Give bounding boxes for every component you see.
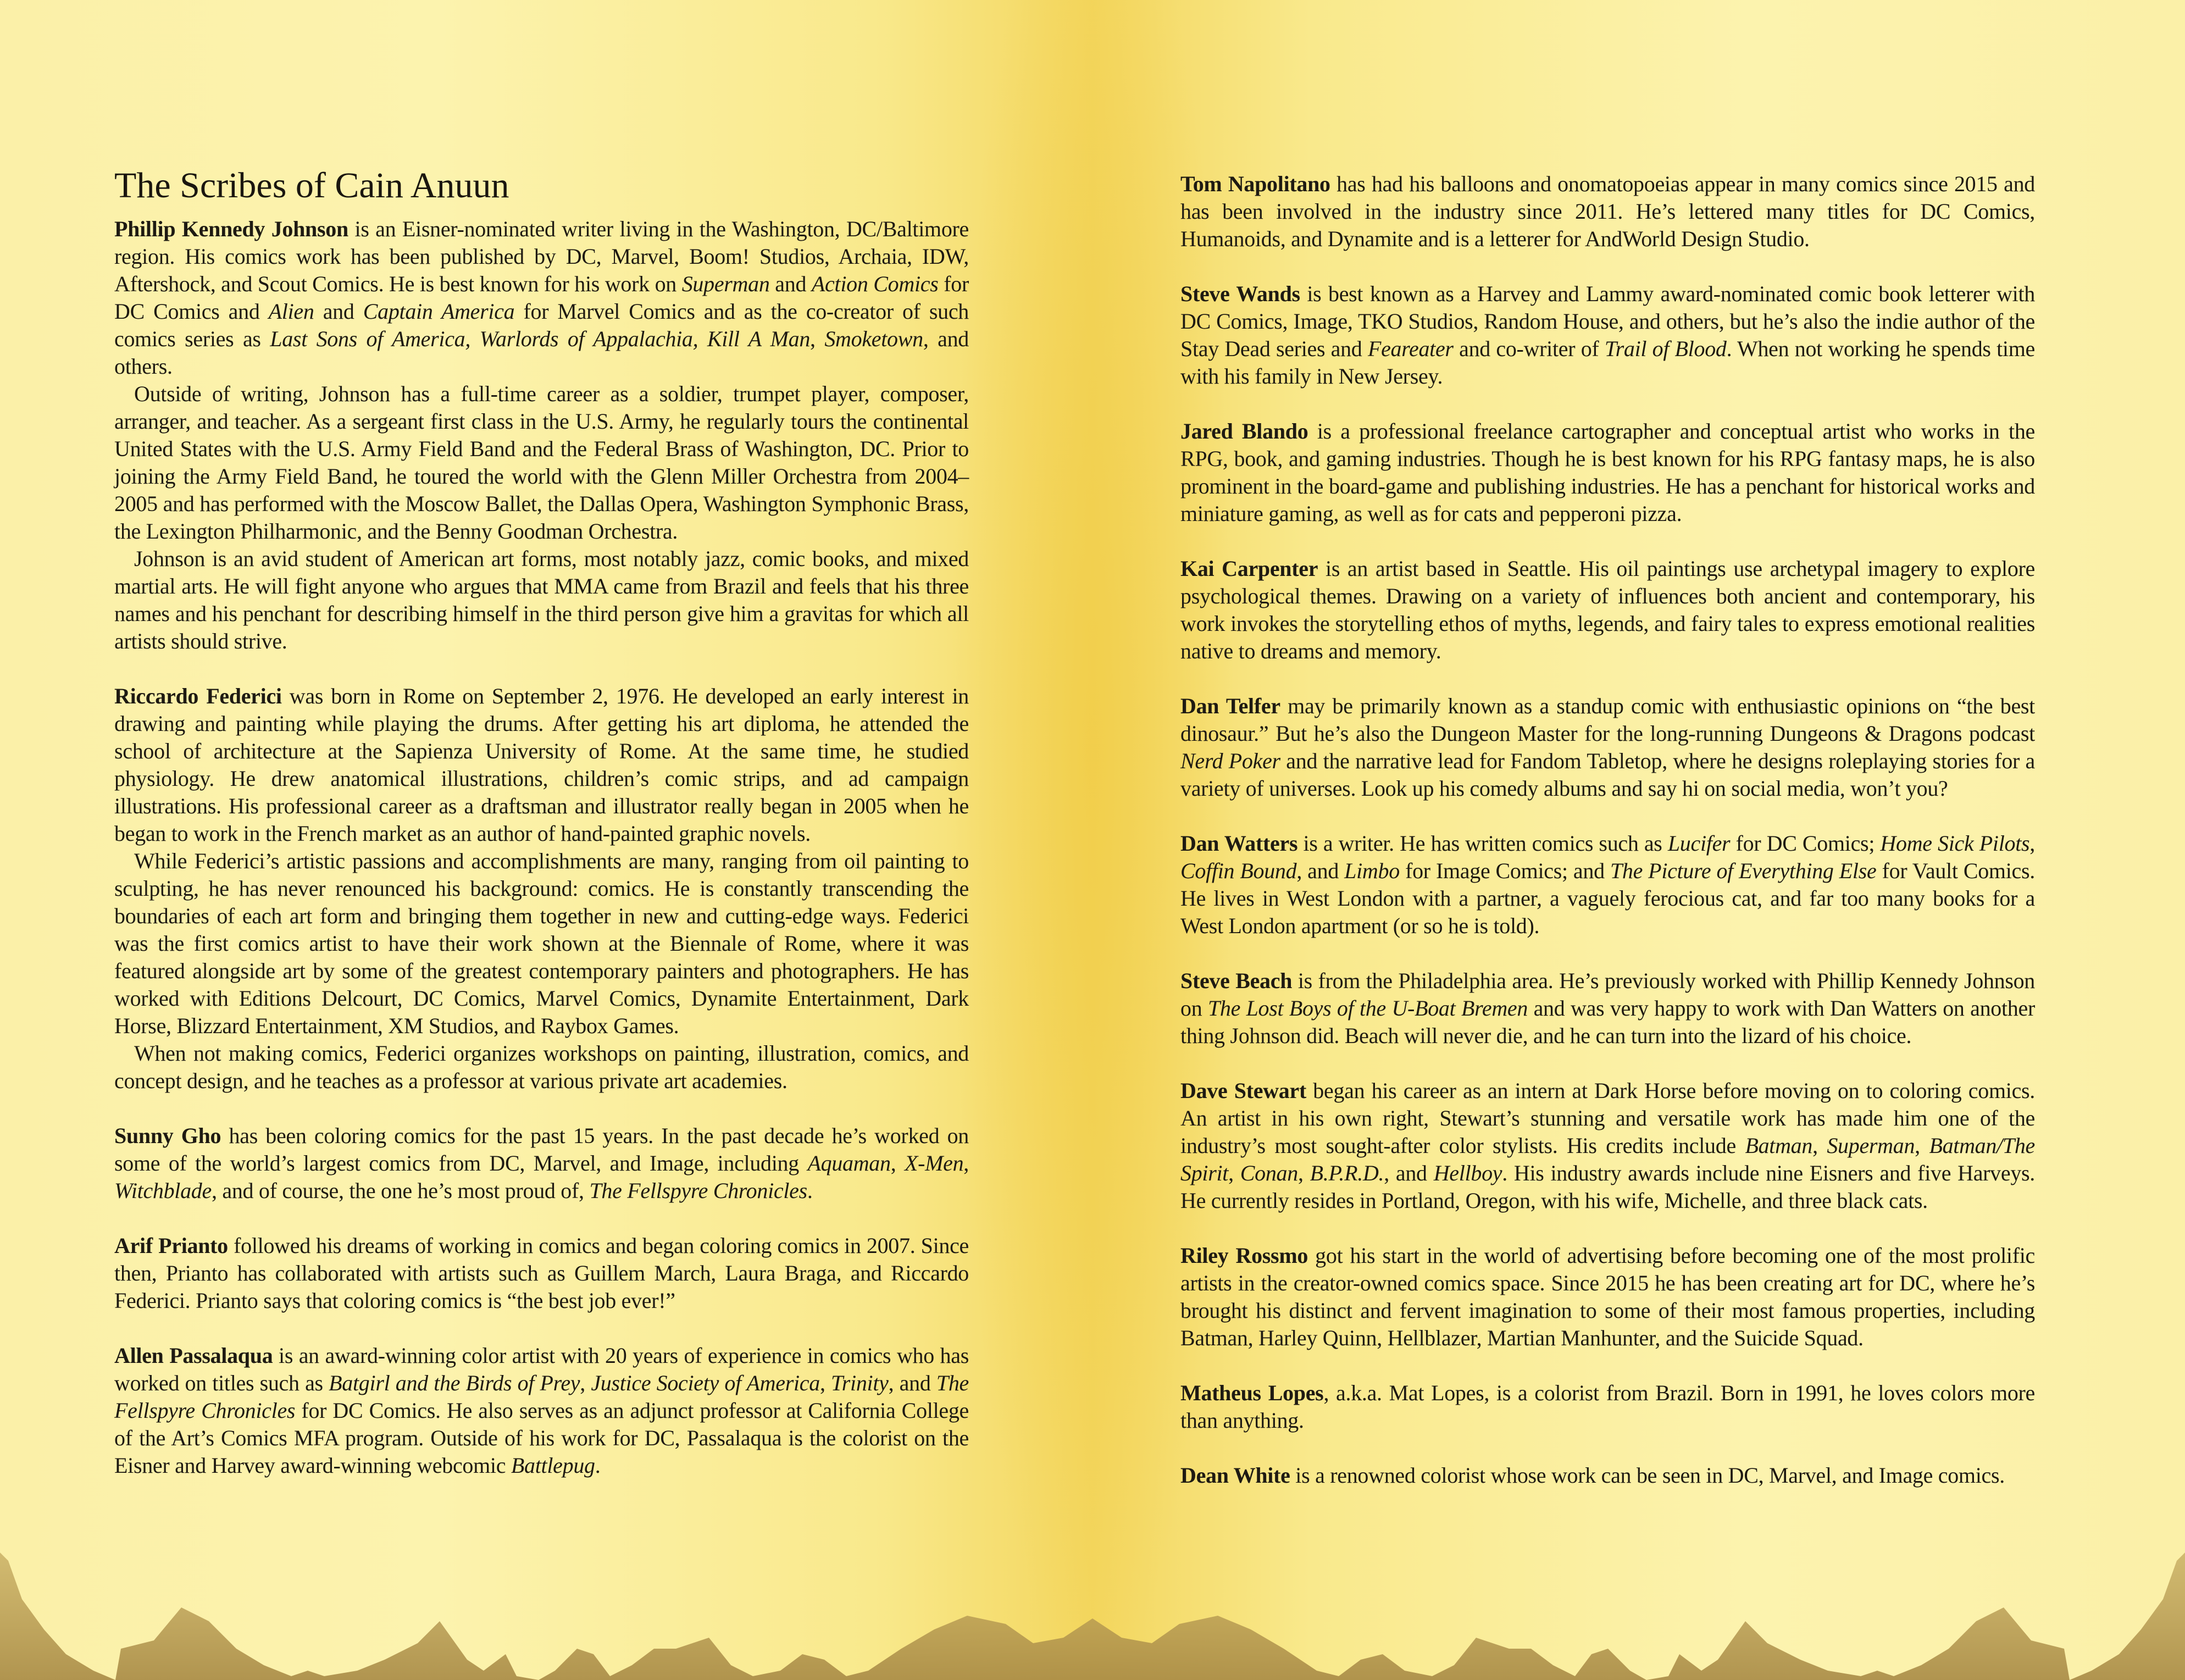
- bio-text: ,: [810, 326, 825, 351]
- contributor-name: Matheus Lopes: [1180, 1380, 1324, 1405]
- work-title: Action Comics: [811, 271, 939, 296]
- bio-text: is an artist based in Seattle. His oil paintings use archetypal imagery to explore psychological themes. Drawing on a variety of influences both ancient and contemporary, his work invokes the storytelling ethos of myths, legends, and fairy tales to express emotional realities native to dreams and memory.: [1180, 556, 2035, 663]
- bio-paragraph: [1180, 1379, 2035, 1434]
- work-title: Home Sick Pilots: [1880, 831, 2030, 856]
- page-title: The Scribes of Cain Anuun: [114, 165, 509, 206]
- contributor-name: Sunny Gho: [114, 1123, 221, 1148]
- left-bios: [114, 215, 969, 1479]
- contributor-name: Allen Passalaqua: [114, 1343, 273, 1368]
- bio-entry: [1180, 280, 2035, 390]
- bio-text: was born in Rome on September 2, 1976. He developed an early interest in drawing and painting while playing the drums. After getting his art diploma, he attended the school of architecture at the Sapienza University of Rome. At the same time, he studied physiology. He drew anatomical illustrations, children’s comic strips, and ad campaign illustrations. His professional career as a draftsman and illustrator really began in 2005 when he began to work in the French market as an author of hand-painted graphic novels.: [114, 684, 969, 846]
- bio-text: While Federici’s artistic passions and accomplishments are many, ranging from oil painting to sculpting, he has never renounced his background: comics. He is constantly transcending the boundaries of each art form and bringing them together in new and cutting-edge ways. Federici was the first comics artist to have their work shown at the Biennale of Rome, where it was featured alongside art by some of the greatest contemporary painters and photographers. He has worked with Editions Delcourt, DC Comics, Marvel Comics, Dynamite Entertainment, Dark Horse, Blizzard Entertainment, XM Studios, and Raybox Games.: [114, 849, 969, 1038]
- bio-entry: [114, 1122, 969, 1205]
- bio-text: , a.k.a. Mat Lopes, is a colorist from Brazil. Born in 1991, he loves colors more than anything.: [1180, 1380, 2035, 1433]
- bio-text: When not making comics, Federici organizes workshops on painting, illustration, comics, and concept design, and he teaches as a professor at various private art academies.: [114, 1041, 969, 1093]
- bio-text: Outside of writing, Johnson has a full-time career as a soldier, trumpet player, composer, arranger, and teacher. As a sergeant first class in the U.S. Army, he regularly tours the continental United States with the U.S. Army Field Band and the Federal Brass of Washington, DC. Prior to joining the Army Field Band, he toured the world with the Glenn Miller Orchestra from 2004–2005 and has performed with the Moscow Ballet, the Dallas Opera, Washington Symphonic Brass, the Lexington Philharmonic, and the Benny Goodman Orchestra.: [114, 381, 969, 544]
- bio-text: . When not working he spends time with his family in New Jersey.: [1180, 336, 2035, 389]
- work-title: Trail of Blood: [1604, 336, 1727, 361]
- bio-text: got his start in the world of advertising before becoming one of the most prolific artists in the creator-owned comics space. Since 2015 he has been creating art for DC, where he’s brought his distinct and fervent imagination to some of their most famous properties, including Batman, Harley Quinn, Hellblazer, Martian Manhunter, and the Suicide Squad.: [1180, 1243, 2036, 1350]
- right-page: [1180, 170, 2035, 1517]
- bio-text: . His industry awards include nine Eisners and five Harveys. He currently resides in Portland, Oregon, with his wife, Michelle, and three black cats.: [1180, 1161, 2035, 1213]
- bio-paragraph: [1180, 692, 2035, 802]
- bio-entry: [1180, 967, 2035, 1050]
- work-title: Alien: [268, 299, 314, 324]
- work-title: Aquaman: [807, 1151, 891, 1176]
- bio-text: followed his dreams of working in comics and began coloring comics in 2007. Since then, Prianto has collaborated with artists such as Guillem March, Laura Braga, and Riccardo Federici. Prianto says that coloring comics is “the best job ever!”: [114, 1233, 969, 1313]
- work-title: Captain America: [363, 299, 515, 324]
- bio-text: has been coloring comics for the past 15 years. In the past decade he’s worked on some of the world’s largest comics from DC, Marvel, and Image, including: [114, 1123, 969, 1176]
- contributor-name: Arif Prianto: [114, 1233, 228, 1258]
- work-title: Last Sons of America, Warlords of Appalachia, Kill A Man: [270, 326, 811, 351]
- bio-paragraph: [114, 847, 969, 1040]
- bio-text: ,: [2029, 831, 2035, 856]
- bio-paragraph: [1180, 418, 2035, 528]
- bio-text: is an award-winning color artist with 20 years of experience in comics who has worked on titles such as: [114, 1343, 969, 1395]
- work-title: Feareater: [1367, 336, 1454, 361]
- bio-text: .: [595, 1453, 601, 1478]
- contributor-name: Riccardo Federici: [114, 684, 282, 708]
- contributor-name: Dan Telfer: [1180, 694, 1280, 718]
- mountain-silhouette: [0, 1553, 2185, 1680]
- bio-text: , and: [888, 1371, 936, 1395]
- work-title: The Fellspyre Chronicles: [589, 1178, 807, 1203]
- work-title: The Picture of Everything Else: [1610, 858, 1877, 883]
- work-title: Conan: [1240, 1161, 1298, 1185]
- work-title: Batman: [1745, 1133, 1813, 1158]
- bio-text: , and: [1296, 858, 1345, 883]
- bio-text: is an Eisner-nominated writer living in the Washington, DC/Baltimore region. His comics work has been published by DC, Marvel, Boom! Studios, Archaia, IDW, Aftershock, and Scout Comics. He is best known for his work on: [114, 217, 969, 296]
- bio-text: for Vault Comics. He lives in West London with a partner, a vaguely ferocious cat, and far too many books for a West London apartment (or so he is told).: [1180, 858, 2035, 938]
- bio-entry: [114, 1342, 969, 1479]
- work-title: Batman/The Spirit: [1180, 1133, 2035, 1185]
- bio-paragraph: [114, 380, 969, 545]
- bio-text: for Image Comics; and: [1399, 858, 1610, 883]
- bio-text: ,: [890, 1151, 905, 1176]
- work-title: Smoketown: [824, 326, 923, 351]
- contributor-name: Dave Stewart: [1180, 1078, 1306, 1103]
- work-title: Battlepug: [511, 1453, 595, 1478]
- work-title: The Fellspyre Chronicles: [114, 1371, 969, 1423]
- bio-entry: [1180, 1462, 2035, 1489]
- bio-text: Johnson is an avid student of American art forms, most notably jazz, comic books, and mixed martial arts. He will fight anyone who argues that MMA came from Brazil and feels that his three names and his penchant for describing himself in the third person give him a gravitas for which all artists should strive.: [114, 546, 969, 653]
- work-title: B.P.R.D.: [1310, 1161, 1384, 1185]
- bio-text: and co-writer of: [1453, 336, 1605, 361]
- bio-paragraph: [1180, 280, 2035, 390]
- bio-paragraph: [1180, 830, 2035, 940]
- bio-paragraph: [114, 1232, 969, 1315]
- bio-text: ,: [963, 1151, 969, 1176]
- bio-paragraph: [1180, 1242, 2035, 1352]
- bio-text: .: [807, 1178, 813, 1203]
- bio-text: ,: [1228, 1161, 1240, 1185]
- work-title: Lucifer: [1667, 831, 1731, 856]
- work-title: Trinity: [831, 1371, 889, 1395]
- bio-entry: [1180, 1379, 2035, 1434]
- bio-text: is a professional freelance cartographer and conceptual artist who works in the RPG, book, and gaming industries. Though he is best known for his RPG fantasy maps, he is also prominent in the board-game and publishing industries. He has a penchant for historical works and miniature gaming, as well as for cats and pepperoni pizza.: [1180, 419, 2035, 526]
- contributor-name: Phillip Kennedy Johnson: [114, 217, 348, 241]
- bio-text: ,: [1915, 1133, 1929, 1158]
- contributor-name: Steve Beach: [1180, 968, 1293, 993]
- bio-entry: [1180, 555, 2035, 665]
- bio-entry: [114, 215, 969, 655]
- bio-paragraph: [1180, 170, 2035, 253]
- bio-paragraph: [1180, 555, 2035, 665]
- bio-text: ,: [580, 1371, 591, 1395]
- contributor-name: Steve Wands: [1180, 281, 1300, 306]
- bio-text: for DC Comics and: [114, 271, 969, 324]
- bio-entry: [114, 683, 969, 1095]
- bio-text: for DC Comics;: [1730, 831, 1881, 856]
- mountain-border-decoration: [0, 1511, 2185, 1680]
- bio-text: is from the Philadelphia area. He’s previously worked with Phillip Kennedy Johnson on: [1180, 968, 2035, 1021]
- contributor-name: Jared Blando: [1180, 419, 1308, 443]
- bio-text: is a renowned colorist whose work can be seen in DC, Marvel, and Image comics.: [1290, 1463, 2005, 1488]
- bio-entry: [1180, 1077, 2035, 1215]
- bio-text: for Marvel Comics and as the co-creator of such comics series as: [114, 299, 969, 351]
- bio-text: , and: [1384, 1161, 1434, 1185]
- bio-paragraph: [114, 1122, 969, 1205]
- bio-entry: [1180, 1242, 2035, 1352]
- bio-text: and: [314, 299, 363, 324]
- left-page: [114, 164, 969, 1507]
- bio-text: and the narrative lead for Fandom Tabletop, where he designs roleplaying stories for a variety of universes. Look up his comedy albums and say hi on social media, won’t you?: [1180, 748, 2035, 801]
- bio-text: , and of course, the one he’s most proud of,: [211, 1178, 590, 1203]
- contributor-name: Riley Rossmo: [1180, 1243, 1308, 1268]
- bio-text: , and others.: [114, 326, 969, 379]
- bio-text: is best known as a Harvey and Lammy award-nominated comic book letterer with DC Comics, Image, TKO Studios, Random House, and others, but he’s also the indie author of the Stay Dead series and: [1180, 281, 2035, 361]
- work-title: Superman: [1827, 1133, 1915, 1158]
- bio-entry: [1180, 830, 2035, 940]
- bio-text: ,: [1812, 1133, 1827, 1158]
- work-title: Coffin Bound: [1180, 858, 1297, 883]
- bio-text: began his career as an intern at Dark Horse before moving on to coloring comics. An artist in his own right, Stewart’s stunning and versatile work has made him one of the industry’s most sought-after color stylists. His credits include: [1180, 1078, 2035, 1158]
- bio-text: and: [769, 271, 812, 296]
- bio-entry: [114, 1232, 969, 1315]
- contributor-name: Tom Napolitano: [1180, 171, 1330, 196]
- work-title: Nerd Poker: [1180, 748, 1280, 773]
- contributor-name: Dan Watters: [1180, 831, 1298, 856]
- work-title: Justice Society of America: [591, 1371, 820, 1395]
- work-title: The Lost Boys of the U-Boat Bremen: [1207, 996, 1528, 1021]
- bio-text: and was very happy to work with Dan Watters on another thing Johnson did. Beach will never die, and he can turn into the lizard of his choice.: [1180, 996, 2035, 1048]
- contributor-name: Kai Carpenter: [1180, 556, 1318, 581]
- bio-text: may be primarily known as a standup comic with enthusiastic opinions on “the best dinosaur.” But he’s also the Dungeon Master for the long-running Dungeons & Dragons podcast: [1180, 694, 2035, 746]
- bio-paragraph: [114, 545, 969, 655]
- work-title: Limbo: [1344, 858, 1400, 883]
- work-title: Hellboy: [1433, 1161, 1502, 1185]
- bio-paragraph: [1180, 1462, 2035, 1489]
- bio-paragraph: [114, 215, 969, 380]
- bio-paragraph: [1180, 967, 2035, 1050]
- bio-text: for DC Comics. He also serves as an adjunct professor at California College of the Art’s Comics MFA program. Outside of his work for DC, Passalaqua is the colorist on the Eisner and Harvey award-winning webcomic: [114, 1398, 969, 1478]
- work-title: Superman: [681, 271, 770, 296]
- bio-paragraph: [1180, 1077, 2035, 1215]
- bio-entry: [1180, 418, 2035, 528]
- bio-paragraph: [114, 1040, 969, 1095]
- work-title: X-Men: [904, 1151, 964, 1176]
- bio-text: ,: [1297, 1161, 1310, 1185]
- bio-paragraph: [114, 1342, 969, 1479]
- bio-entry: [1180, 170, 2035, 253]
- bio-text: is a writer. He has written comics such as: [1297, 831, 1668, 856]
- bio-text: has had his balloons and onomatopoeias appear in many comics since 2015 and has been involved in the industry since 2011. He’s lettered many titles for DC Comics, Humanoids, and Dynamite and is a letterer for AndWorld Design Studio.: [1180, 171, 2035, 251]
- bio-entry: [1180, 692, 2035, 802]
- contributor-name: Dean White: [1180, 1463, 1290, 1488]
- right-bios: [1180, 170, 2035, 1489]
- bio-text: ,: [819, 1371, 831, 1395]
- bio-paragraph: [114, 683, 969, 847]
- work-title: Batgirl and the Birds of Prey: [329, 1371, 580, 1395]
- work-title: Witchblade: [114, 1178, 212, 1203]
